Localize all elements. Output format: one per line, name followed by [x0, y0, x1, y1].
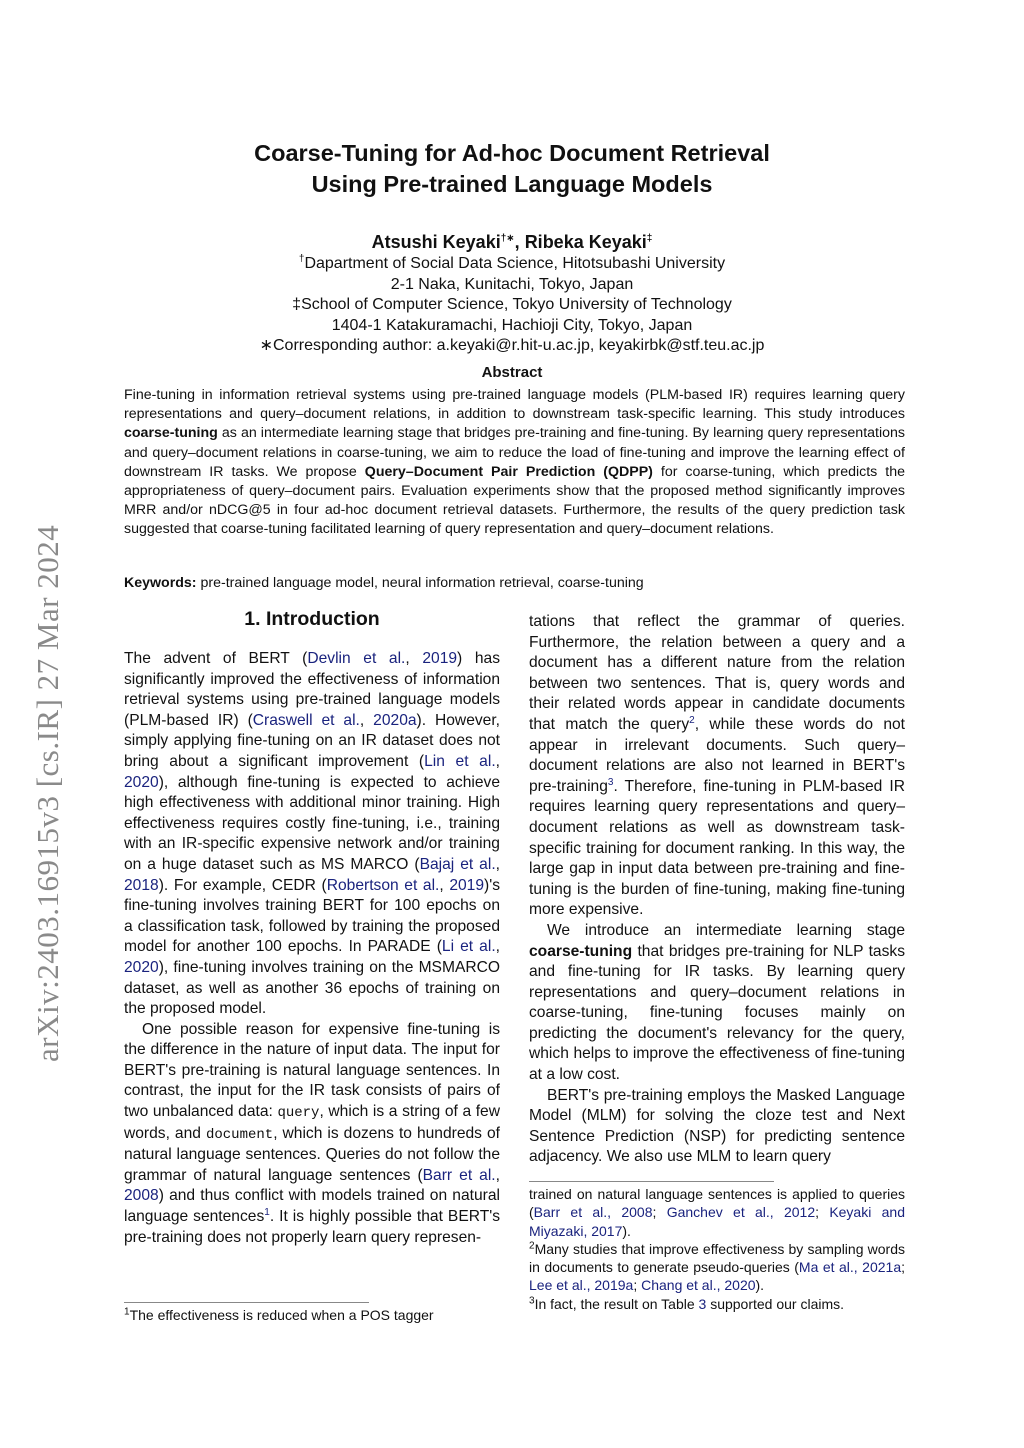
abstract-heading: Abstract [481, 364, 543, 381]
paragraph: The advent of BERT (Devlin et al., 2019) has significantly improved the effectiveness of information retrieval systems using pre-trained language models (PLM-based IR) (Craswell et al., 2020a). However, simply applying fine-tuning on an IR dataset does not bring about a significant improvement (Lin et al., 2020), although fine-tuning is expected to achieve high effectiveness with additional minor training. High effectiveness requires costly fine-tuning, i.e., training with an IR-specific expensive network and/or training on a huge dataset such as MS MARCO (Bajaj et al., 2018). For example, CEDR (Robertson et al., 2019)'s fine-tuning involves training BERT for 100 epochs on a classification task, followed by training the proposed model for another 100 epochs. In PARADE (Li et al., 2020), fine-tuning involves training on the MSMARCO dataset, as well as another 36 epochs of training on the proposed model. [124, 650, 500, 1018]
author-name: Atsushi Keyaki [371, 232, 501, 252]
citation-link[interactable]: Ma et al., 2021a [798, 1259, 902, 1276]
table-ref-link[interactable]: 3 [698, 1295, 707, 1312]
citation-link[interactable]: Devlin et al. [307, 650, 406, 667]
footnote: $^2$Many studies that improve effectiveness by sampling words in documents to generate pseudo-queries (Ma et al., 2021a; Lee et al., 2019a; Chang et al., 2020). [529, 1240, 905, 1294]
affiliation-line: 2-1 Naka, Kunitachi, Tokyo, Japan [390, 275, 634, 293]
footnote-mark: 2 [529, 1240, 535, 1252]
code-term: query [277, 1105, 320, 1122]
author-marks: ‡ [646, 233, 653, 244]
citation-link[interactable]: 2019 [422, 650, 458, 667]
citation-link[interactable]: Lin et al. [424, 752, 496, 770]
affiliation-line: ‡School of Computer Science, Tokyo University of Technology [292, 296, 732, 313]
footnote-divider [124, 1302, 369, 1303]
citation-link[interactable]: Li et al. [441, 938, 496, 956]
author-marks: †∗ [500, 233, 515, 244]
citation-link[interactable]: Barr et al. [422, 1166, 496, 1184]
paragraph: tations that reflect the grammar of queries. Furthermore, the relation between a query and a document has a different nature from the relation between two sentences. That is, query words and their related words appear in candidate documents that match the query$^2$, while these words do not appear in irrelevant documents. Such query–document relations are also not learned in BERT's pre-training$^3$. Therefore, fine-tuning in PLM-based IR requires learning query representations and query–document relations as well as downstream task-specific training for document ranking. In this way, the large gap in input data between pre-training and fine-tuning is the burden of fine-tuning, making fine-tuning more expensive. [529, 613, 906, 919]
keywords-text: pre-trained language model, neural information retrieval, coarse-tuning [196, 575, 644, 591]
citation-link[interactable]: 2018 [124, 876, 159, 894]
title-line-2: Using Pre-trained Language Models [311, 171, 713, 197]
footnote-mark: 3 [529, 1295, 535, 1307]
footnotes-right [529, 1185, 905, 1313]
citation-link[interactable]: Chang et al., 2020 [641, 1277, 756, 1294]
citation-link[interactable]: 2008 [124, 1187, 159, 1205]
footnote: $^3$In fact, the result on Table 3 supported our claims. [529, 1295, 845, 1312]
footnote-divider [529, 1181, 774, 1182]
affiliations [0, 254, 1024, 357]
paragraph: One possible reason for expensive fine-tuning is the difference in the nature of input data. The input for BERT's pre-training is natural language sentences. In contrast, the input for the IR task consists of pairs of two unbalanced data: query, which is a string of a few words, and document, which is dozens to hundreds of natural language sentences. Queries do not follow the grammar of natural language sentences (Barr et al., 2008) and thus conflict with models trained on natural language sentences$^1$. It is highly possible that BERT's pre-training does not properly learn query represen- [124, 1020, 500, 1246]
abstract-body: Fine-tuning in information retrieval systems using pre-trained language models (PLM-based IR) requires learning query representations and query–document relations, in addition to downstream task-specific learning. This study introduces coarse-tuning as an intermediate learning stage that bridges pre-training and fine-tuning. By learning query representations and query–document relations in coarse-tuning, we aim to reduce the load of fine-tuning and improve the learning effect of downstream IR tasks. We propose Query–Document Pair Prediction (QDPP) for coarse-tuning, which predicts the appropriateness of query–document pairs. Evaluation experiments show that the proposed method significantly improves MRR and/or nDCG@5 in four ad-hoc document retrieval datasets. Furthermore, the results of the query prediction task suggested that coarse-tuning facilitated learning of query representation and query–document relations. [124, 387, 905, 538]
corresponding-author: ∗Corresponding author: a.keyaki@r.hit-u.ac.jp, keyakirbk@stf.teu.ac.jp [259, 337, 765, 354]
keywords-label: Keywords: [124, 575, 197, 591]
arxiv-identifier: arXiv:2403.16915v3 [cs.IR] 27 Mar 2024 [30, 524, 65, 1062]
author-list [0, 230, 1024, 254]
author-separator: , [514, 232, 525, 252]
citation-link[interactable]: 2020 [124, 958, 159, 976]
citation-link[interactable]: Barr et al., 2008 [533, 1204, 653, 1221]
left-column [124, 649, 500, 1248]
paper-title [0, 138, 1024, 200]
dagger-mark: † [298, 253, 305, 265]
code-term: document [205, 1126, 274, 1143]
paragraph: We introduce an intermediate learning stage coarse-tuning that bridges pre-training for NLP tasks and fine-tuning for IR tasks. By learning query representations and query–document relations in coarse-tuning, fine-tuning focuses mainly on predicting the document's relevancy for the query, which helps to improve the effectiveness of fine-tuning at a low cost. [529, 921, 905, 1084]
footnote-ref[interactable]: 1 [264, 1206, 270, 1218]
abstract-bold-term: Query–Document Pair Prediction (QDPP) [364, 463, 653, 480]
abstract-bold-term: coarse-tuning [124, 425, 218, 442]
footnote-ref[interactable]: 3 [607, 776, 614, 788]
author-name: Ribeka Keyaki [524, 232, 647, 252]
footnote: trained on natural language sentences is applied to queries (Barr et al., 2008; Ganchev et al., 2012; Keyaki and Miyazaki, 2017). [529, 1186, 905, 1239]
paragraph: BERT's pre-training employs the Masked Language Model (MLM) for solving the cloze test and Next Sentence Prediction (NSP) for predicting sentence adjacency. We also use MLM to learn query [529, 1086, 905, 1166]
citation-link[interactable]: 2019 [449, 876, 485, 894]
footnote-ref[interactable]: 2 [689, 714, 695, 726]
title-line-1: Coarse-Tuning for Ad-hoc Document Retrieval [254, 140, 770, 166]
citation-link[interactable]: Robertson et al. [326, 876, 440, 894]
section-heading-introduction: 1. Introduction [244, 608, 380, 630]
bold-term: coarse-tuning [529, 942, 633, 960]
citation-link[interactable]: 2020 [124, 773, 159, 791]
keywords [124, 574, 905, 593]
citation-link[interactable]: Bajaj et al. [419, 855, 496, 873]
footnote-mark: 1 [124, 1306, 130, 1318]
footnotes-left [124, 1306, 500, 1324]
citation-link[interactable]: 2020a [373, 711, 417, 729]
citation-link[interactable]: Ganchev et al., 2012 [666, 1204, 816, 1221]
affiliation-line: 1404-1 Katakuramachi, Hachioji City, Tokyo, Japan [331, 316, 693, 334]
citation-link[interactable]: Lee et al., 2019a [529, 1277, 634, 1294]
citation-link[interactable]: Keyaki and Miyazaki, 2017 [529, 1204, 905, 1239]
right-column [529, 612, 905, 1168]
citation-link[interactable]: Craswell et al. [252, 711, 360, 729]
footnote: $^1$The effectiveness is reduced when a POS tagger [124, 1306, 434, 1323]
affiliation-line: †Dapartment of Social Data Science, Hitotsubashi University [298, 253, 726, 272]
